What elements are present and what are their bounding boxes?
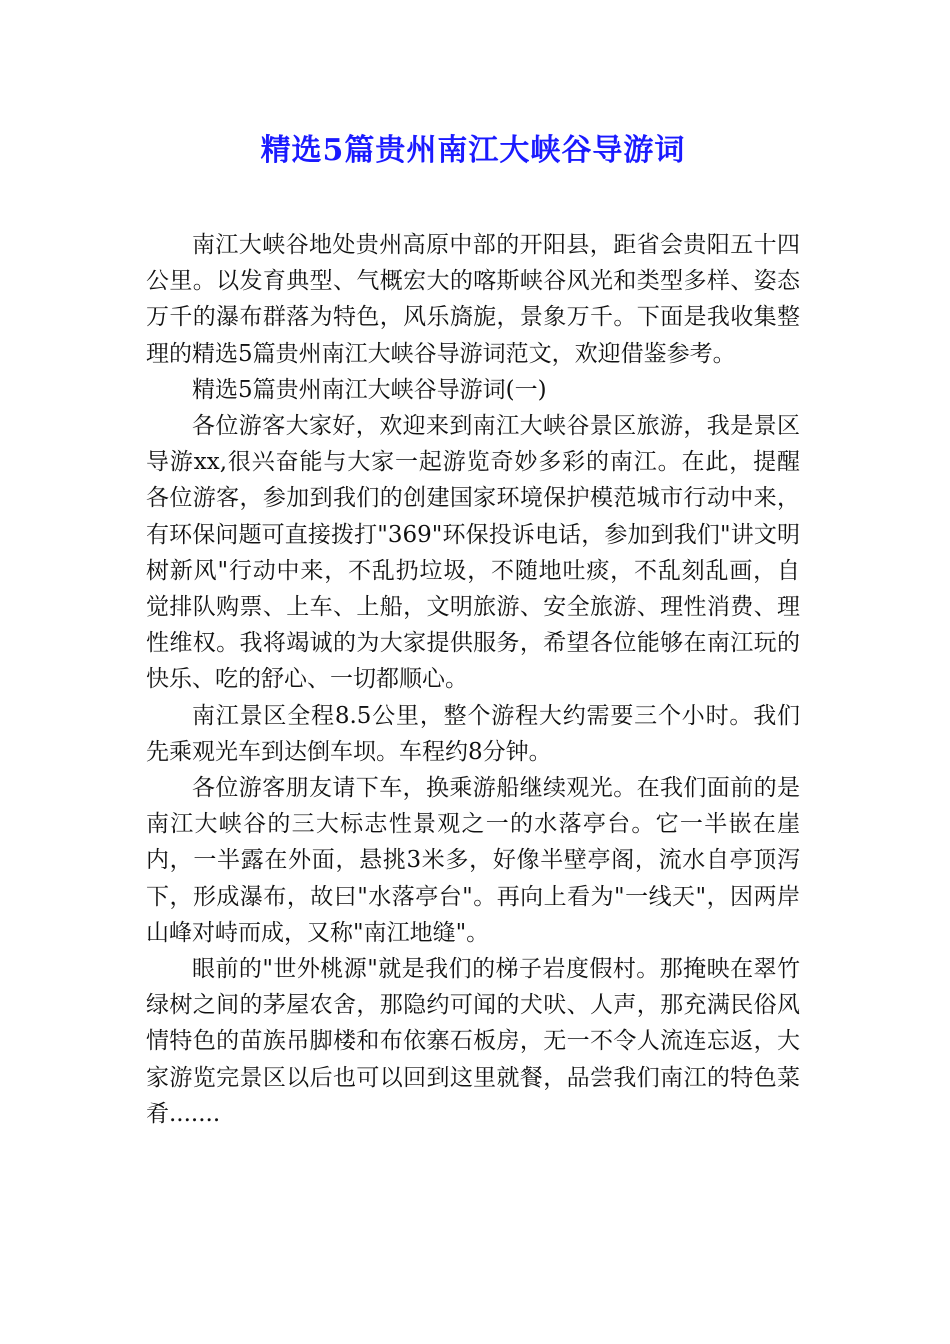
paragraph-welcome: 各位游客大家好，欢迎来到南江大峡谷景区旅游，我是景区导游xx,很兴奋能与大家一起游览奇妙多彩的南江。在此，提醒各位游客，参加到我们的创建国家环境保护模范城市行动中来，有环保问题可直接拨打"369"环保投诉电话，参加到我们"讲文明树新风"行动中来，不乱扔垃圾，不随地吐痰，不乱刻乱画，自觉排队购票、上车、上船，文明旅游、安全旅游、理性消费、理性维权。我将竭诚的为大家提供服务，希望各位能够在南江玩的快乐、吃的舒心、一切都顺心。 [146,413,800,693]
paragraph-village: 眼前的"世外桃源"就是我们的梯子岩度假村。那掩映在翠竹绿树之间的茅屋农舍，那隐约可闻的犬吠、人声，那充满民俗风情特色的苗族吊脚楼和布依寨石板房，无一不令人流连忘返，大家游览完景区以后也可以回到这里就餐，品尝我们南江的特色菜肴....... [146,956,800,1127]
paragraph-route: 南江景区全程8.5公里，整个游程大约需要三个小时。我们先乘观光车到达倒车坝。车程约8分钟。 [146,702,800,765]
document-title: 精选5篇贵州南江大峡谷导游词 [260,133,686,168]
paragraph-pavilion: 各位游客朋友请下车，换乘游船继续观光。在我们面前的是南江大峡谷的三大标志性景观之一的水落亭台。它一半嵌在崖内，一半露在外面，悬挑3米多，好像半壁亭阁，流水自亭顶泻下，形成瀑布，故曰"水落亭台"。再向上看为"一线天"，因两岸山峰对峙而成，又称"南江地缝"。 [146,775,800,946]
paragraph-intro: 南江大峡谷地处贵州高原中部的开阳县，距省会贵阳五十四公里。以发育典型、气概宏大的喀斯峡谷风光和类型多样、姿态万千的瀑布群落为特色，风乐旖旎，景象万千。下面是我收集整理的精选5篇贵州南江大峡谷导游词范文，欢迎借鉴参考。 [146,232,800,367]
document-body [146,227,800,1132]
section-heading: 精选5篇贵州南江大峡谷导游词(一) [192,376,547,403]
